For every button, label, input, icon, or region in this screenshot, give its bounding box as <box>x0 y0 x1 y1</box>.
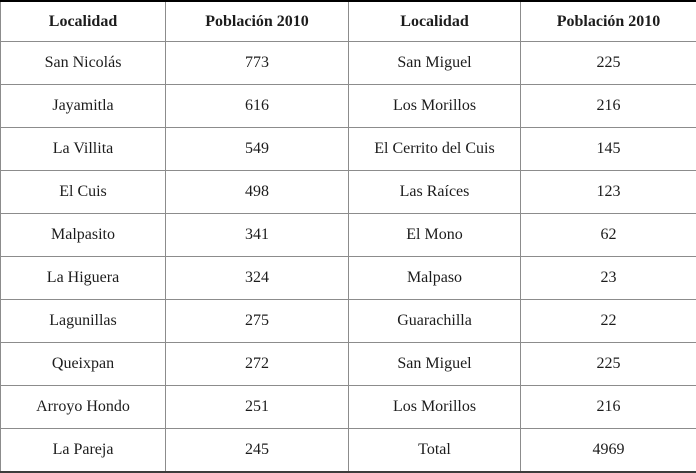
table-cell: 225 <box>521 343 696 386</box>
table-cell: 62 <box>521 214 696 257</box>
table-cell: 216 <box>521 386 696 429</box>
table-cell: 23 <box>521 257 696 300</box>
table-cell: 616 <box>166 85 349 128</box>
table-row <box>1 257 696 300</box>
table-cell: Malpasito <box>1 214 166 257</box>
table-cell: Malpaso <box>349 257 521 300</box>
table-cell: 498 <box>166 171 349 214</box>
table-row <box>1 343 696 386</box>
table-cell: 341 <box>166 214 349 257</box>
table-cell: El Cerrito del Cuis <box>349 128 521 171</box>
table-cell: Los Morillos <box>349 386 521 429</box>
table-cell: 549 <box>166 128 349 171</box>
table-cell: 324 <box>166 257 349 300</box>
table-body <box>1 42 696 473</box>
header-cell-poblacion-left: Población 2010 <box>166 1 349 42</box>
table-cell: 4969 <box>521 429 696 473</box>
header-cell-localidad-right: Localidad <box>349 1 521 42</box>
table-row <box>1 128 696 171</box>
table-cell: 123 <box>521 171 696 214</box>
table-cell: Jayamitla <box>1 85 166 128</box>
table-row <box>1 171 696 214</box>
table-cell: Los Morillos <box>349 85 521 128</box>
header-cell-localidad-left: Localidad <box>1 1 166 42</box>
table-cell: 22 <box>521 300 696 343</box>
table-cell: Total <box>349 429 521 473</box>
table-row <box>1 429 696 473</box>
table-cell: Lagunillas <box>1 300 166 343</box>
table-cell: San Miguel <box>349 42 521 85</box>
table-cell: Queixpan <box>1 343 166 386</box>
header-cell-poblacion-right: Población 2010 <box>521 1 696 42</box>
table-cell: 216 <box>521 85 696 128</box>
table-cell: 145 <box>521 128 696 171</box>
header-row <box>1 1 696 42</box>
table-cell: San Nicolás <box>1 42 166 85</box>
table-cell: Arroyo Hondo <box>1 386 166 429</box>
table-cell: El Mono <box>349 214 521 257</box>
table-row <box>1 85 696 128</box>
table-cell: 225 <box>521 42 696 85</box>
table-cell: El Cuis <box>1 171 166 214</box>
table-cell: Las Raíces <box>349 171 521 214</box>
table-row <box>1 214 696 257</box>
table-cell: 245 <box>166 429 349 473</box>
table-cell: Guarachilla <box>349 300 521 343</box>
table-cell: 275 <box>166 300 349 343</box>
table-row <box>1 300 696 343</box>
table-cell: 773 <box>166 42 349 85</box>
table-row <box>1 42 696 85</box>
table-cell: 251 <box>166 386 349 429</box>
table-cell: La Villita <box>1 128 166 171</box>
table-header <box>1 1 696 42</box>
table-row <box>1 386 696 429</box>
table-cell: La Pareja <box>1 429 166 473</box>
table-cell: San Miguel <box>349 343 521 386</box>
table-cell: La Higuera <box>1 257 166 300</box>
table-cell: 272 <box>166 343 349 386</box>
